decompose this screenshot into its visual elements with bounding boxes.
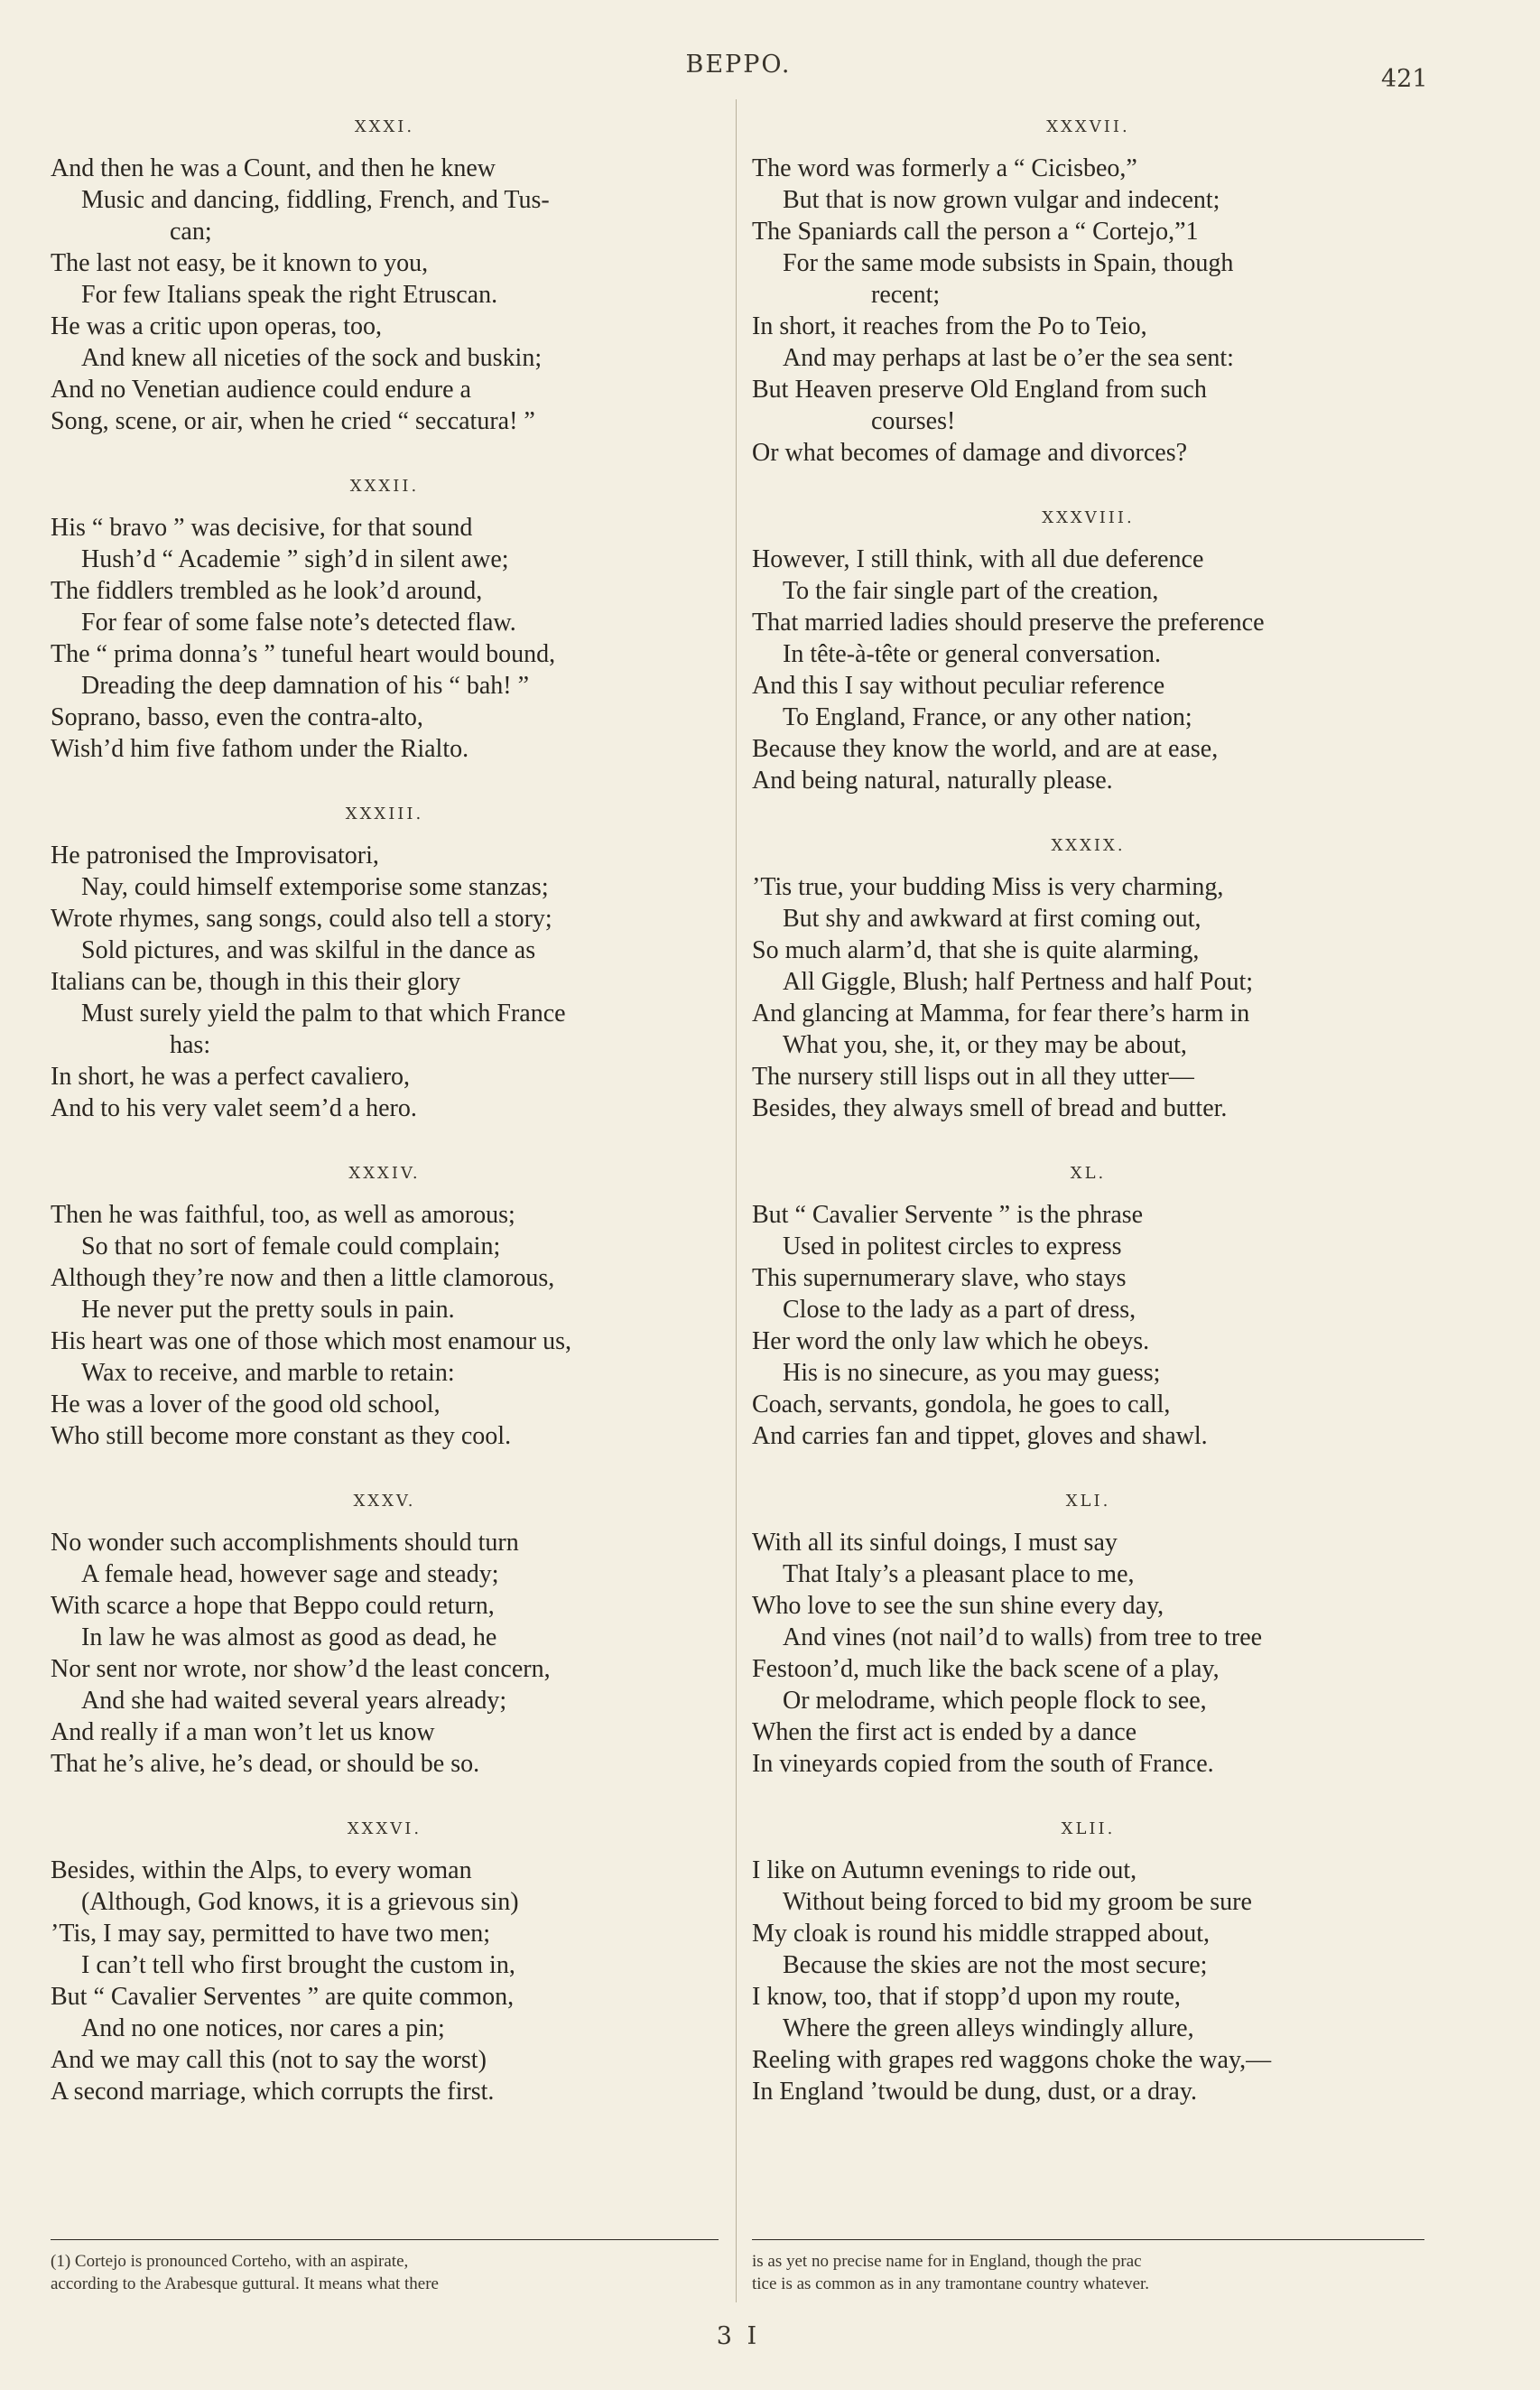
- footnote-line: is as yet no precise name for in England, though the prac: [752, 2252, 1142, 2271]
- verse-line: But “ Cavalier Serventes ” are quite common,: [51, 1983, 515, 2011]
- verse-line: When the first act is ended by a dance: [752, 1718, 1137, 1746]
- verse-line: Reeling with grapes red waggons choke the way,—: [752, 2046, 1272, 2074]
- verse-line: What you, she, it, or they may be about,: [783, 1031, 1187, 1059]
- footnote-rule-left: [51, 2239, 719, 2240]
- verse-line: For the same mode subsists in Spain, though: [783, 249, 1234, 277]
- verse-line: Although they’re now and then a little clamorous,: [51, 1264, 555, 1292]
- verse-line: And she had waited several years already;: [81, 1687, 507, 1715]
- verse-line: That married ladies should preserve the preference: [752, 609, 1265, 637]
- verse-line: His “ bravo ” was decisive, for that sound: [51, 514, 473, 542]
- verse-line: With all its sinful doings, I must say: [752, 1529, 1118, 1557]
- footnote-right: [752, 2250, 1424, 2295]
- verse-line: No wonder such accomplishments should turn: [51, 1529, 519, 1557]
- stanza: [51, 1492, 719, 1780]
- verse-line: Close to the lady as a part of dress,: [783, 1296, 1136, 1324]
- stanza-number: XXXIII.: [345, 804, 424, 823]
- verse-line: And we may call this (not to say the worst): [51, 2046, 487, 2074]
- stanza-number: XXXVII.: [1046, 117, 1130, 136]
- verse-line: This supernumerary slave, who stays: [752, 1264, 1127, 1292]
- verse-line: His is no sinecure, as you may guess;: [783, 1359, 1161, 1387]
- verse-line: I can’t tell who first brought the custom in,: [81, 1951, 515, 1979]
- verse-line: I know, too, that if stopp’d upon my route,: [752, 1983, 1181, 2011]
- verse-line: For fear of some false note’s detected flaw.: [81, 609, 516, 637]
- verse-line: That he’s alive, he’s dead, or should be so.: [51, 1750, 480, 1778]
- signature-mark: 3 I: [716, 2322, 761, 2350]
- left-column: [51, 117, 719, 2147]
- verse-line: In vineyards copied from the south of France.: [752, 1750, 1214, 1778]
- verse-line: But Heaven preserve Old England from such: [752, 376, 1207, 404]
- stanza-number: XXXI.: [354, 117, 415, 136]
- verse-line: Festoon’d, much like the back scene of a play,: [752, 1655, 1220, 1683]
- verse-line: Wrote rhymes, sang songs, could also tell a story;: [51, 905, 552, 933]
- verse-line: Besides, within the Alps, to every woman: [51, 1856, 472, 1884]
- stanza: [51, 1819, 719, 2107]
- verse-line: And no one notices, nor cares a pin;: [81, 2014, 445, 2042]
- verse-line: The nursery still lisps out in all they utter—: [752, 1063, 1194, 1091]
- verse-line: Because they know the world, and are at ease,: [752, 735, 1219, 763]
- verse-line: Hush’d “ Academie ” sigh’d in silent awe;: [81, 545, 509, 573]
- verse-line: In tête-à-tête or general conversation.: [783, 640, 1162, 668]
- verse-line: But “ Cavalier Servente ” is the phrase: [752, 1201, 1144, 1229]
- verse-line: Because the skies are not the most secure;: [783, 1951, 1208, 1979]
- stanza: [752, 836, 1424, 1124]
- stanza: [752, 1492, 1424, 1780]
- verse-line: And then he was a Count, and then he knew: [51, 154, 496, 182]
- verse-line: ’Tis, I may say, permitted to have two men;: [51, 1920, 491, 1948]
- footnote-left: [51, 2250, 719, 2295]
- verse-line: And glancing at Mamma, for fear there’s harm in: [752, 1000, 1250, 1028]
- verse-line: And may perhaps at last be o’er the sea sent:: [783, 344, 1234, 372]
- verse-line: Sold pictures, and was skilful in the dance as: [81, 936, 536, 964]
- footnote-line: tice is as common as in any tramontane country whatever.: [752, 2274, 1150, 2293]
- verse-line: All Giggle, Blush; half Pertness and half Pout;: [783, 968, 1254, 996]
- stanza: [51, 1164, 719, 1452]
- verse-line: And carries fan and tippet, gloves and shawl.: [752, 1422, 1208, 1450]
- stanza-number: XXXII.: [349, 477, 420, 496]
- stanza-number: XXXV.: [353, 1492, 416, 1511]
- verse-line: In short, he was a perfect cavaliero,: [51, 1063, 411, 1091]
- verse-line: And being natural, naturally please.: [752, 767, 1113, 795]
- verse-line: That Italy’s a pleasant place to me,: [783, 1560, 1135, 1588]
- verse-line: He never put the pretty souls in pain.: [81, 1296, 455, 1324]
- verse-line: The fiddlers trembled as he look’d around,: [51, 577, 483, 605]
- footnote-line: according to the Arabesque guttural. It means what there: [51, 2274, 439, 2293]
- verse-line: And really if a man won’t let us know: [51, 1718, 435, 1746]
- verse-line: recent;: [871, 281, 941, 309]
- verse-line: Nay, could himself extemporise some stanzas;: [81, 873, 549, 901]
- verse-line: But shy and awkward at first coming out,: [783, 905, 1201, 933]
- verse-line: Without being forced to bid my groom be sure: [783, 1888, 1252, 1916]
- stanza-number: XXXVI.: [347, 1819, 422, 1838]
- verse-line: Music and dancing, fiddling, French, and Tus-: [81, 186, 550, 214]
- verse-line: Wax to receive, and marble to retain:: [81, 1359, 455, 1387]
- verse-line: Used in politest circles to express: [783, 1232, 1122, 1260]
- verse-line: (Although, God knows, it is a grievous sin): [81, 1888, 519, 1916]
- verse-line: For few Italians speak the right Etruscan.: [81, 281, 498, 309]
- verse-line: Where the green alleys windingly allure,: [783, 2014, 1194, 2042]
- verse-line: He was a lover of the good old school,: [51, 1390, 441, 1418]
- verse-line: Coach, servants, gondola, he goes to call,: [752, 1390, 1171, 1418]
- stanza-number: XXXIV.: [348, 1164, 421, 1183]
- right-column: [752, 117, 1424, 2147]
- verse-line: Must surely yield the palm to that which France: [81, 1000, 566, 1028]
- verse-line: He was a critic upon operas, too,: [51, 312, 382, 340]
- verse-line: In England ’twould be dung, dust, or a dray.: [752, 2078, 1198, 2106]
- verse-line: Her word the only law which he obeys.: [752, 1327, 1150, 1355]
- footnote-rule-right: [752, 2239, 1424, 2240]
- verse-line: So much alarm’d, that she is quite alarming,: [752, 936, 1200, 964]
- verse-line: has:: [170, 1031, 211, 1059]
- verse-line: My cloak is round his middle strapped about,: [752, 1920, 1211, 1948]
- stanza: [51, 477, 719, 765]
- verse-line: With scarce a hope that Beppo could return,: [51, 1592, 495, 1620]
- verse-line: Wish’d him five fathom under the Rialto.: [51, 735, 469, 763]
- verse-line: A second marriage, which corrupts the first.: [51, 2078, 495, 2106]
- stanza-number: XXXIX.: [1051, 836, 1126, 855]
- verse-line: The Spaniards call the person a “ Cortejo,”1: [752, 218, 1199, 246]
- verse-line: Or what becomes of damage and divorces?: [752, 439, 1188, 467]
- verse-line: ’Tis true, your budding Miss is very charming,: [752, 873, 1224, 901]
- verse-line: Dreading the deep damnation of his “ bah! ”: [81, 672, 530, 700]
- verse-line: However, I still think, with all due deference: [752, 545, 1204, 573]
- verse-line: courses!: [871, 407, 956, 435]
- stanza: [51, 804, 719, 1124]
- stanza: [51, 117, 719, 437]
- verse-line: In law he was almost as good as dead, he: [81, 1623, 497, 1651]
- verse-line: To the fair single part of the creation,: [783, 577, 1159, 605]
- verse-line: The word was formerly a “ Cicisbeo,”: [752, 154, 1137, 182]
- verse-line: Besides, they always smell of bread and butter.: [752, 1094, 1228, 1122]
- verse-line: And to his very valet seem’d a hero.: [51, 1094, 417, 1122]
- verse-line: Song, scene, or air, when he cried “ seccatura! ”: [51, 407, 535, 435]
- verse-line: To England, France, or any other nation;: [783, 703, 1192, 731]
- footnote-line: (1) Cortejo is pronounced Corteho, with an aspirate,: [51, 2252, 409, 2271]
- verse-line: The last not easy, be it known to you,: [51, 249, 429, 277]
- stanza: [752, 1164, 1424, 1452]
- verse-line: The “ prima donna’s ” tuneful heart would bound,: [51, 640, 556, 668]
- verse-line: Who still become more constant as they cool.: [51, 1422, 512, 1450]
- verse-line: In short, it reaches from the Po to Teio,: [752, 312, 1147, 340]
- running-head-title: BEPPO.: [685, 51, 792, 79]
- verse-line: And no Venetian audience could endure a: [51, 376, 471, 404]
- verse-line: Or melodrame, which people flock to see,: [783, 1687, 1207, 1715]
- stanza-number: XXXVIII.: [1042, 508, 1135, 527]
- verse-line: But that is now grown vulgar and indecent;: [783, 186, 1220, 214]
- verse-line: can;: [170, 218, 212, 246]
- verse-line: And knew all niceties of the sock and buskin;: [81, 344, 543, 372]
- stanza: [752, 1819, 1424, 2107]
- verse-line: A female head, however sage and steady;: [81, 1560, 499, 1588]
- verse-line: And vines (not nail’d to walls) from tree to tree: [783, 1623, 1263, 1651]
- verse-line: I like on Autumn evenings to ride out,: [752, 1856, 1137, 1884]
- verse-line: His heart was one of those which most enamour us,: [51, 1327, 571, 1355]
- verse-line: He patronised the Improvisatori,: [51, 842, 379, 870]
- stanza: [752, 117, 1424, 469]
- verse-line: Italians can be, though in this their glory: [51, 968, 461, 996]
- stanza-number: XLII.: [1061, 1819, 1116, 1838]
- stanza-number: XLI.: [1065, 1492, 1111, 1511]
- verse-line: Nor sent nor wrote, nor show’d the least concern,: [51, 1655, 551, 1683]
- verse-line: And this I say without peculiar reference: [752, 672, 1165, 700]
- verse-line: Soprano, basso, even the contra-alto,: [51, 703, 423, 731]
- page-number: 421: [1381, 65, 1428, 93]
- stanza: [752, 508, 1424, 796]
- stanza-number: XL.: [1070, 1164, 1107, 1183]
- verse-line: Then he was faithful, too, as well as amorous;: [51, 1201, 515, 1229]
- column-divider: [736, 99, 737, 2302]
- verse-line: Who love to see the sun shine every day,: [752, 1592, 1164, 1620]
- verse-line: So that no sort of female could complain;: [81, 1232, 501, 1260]
